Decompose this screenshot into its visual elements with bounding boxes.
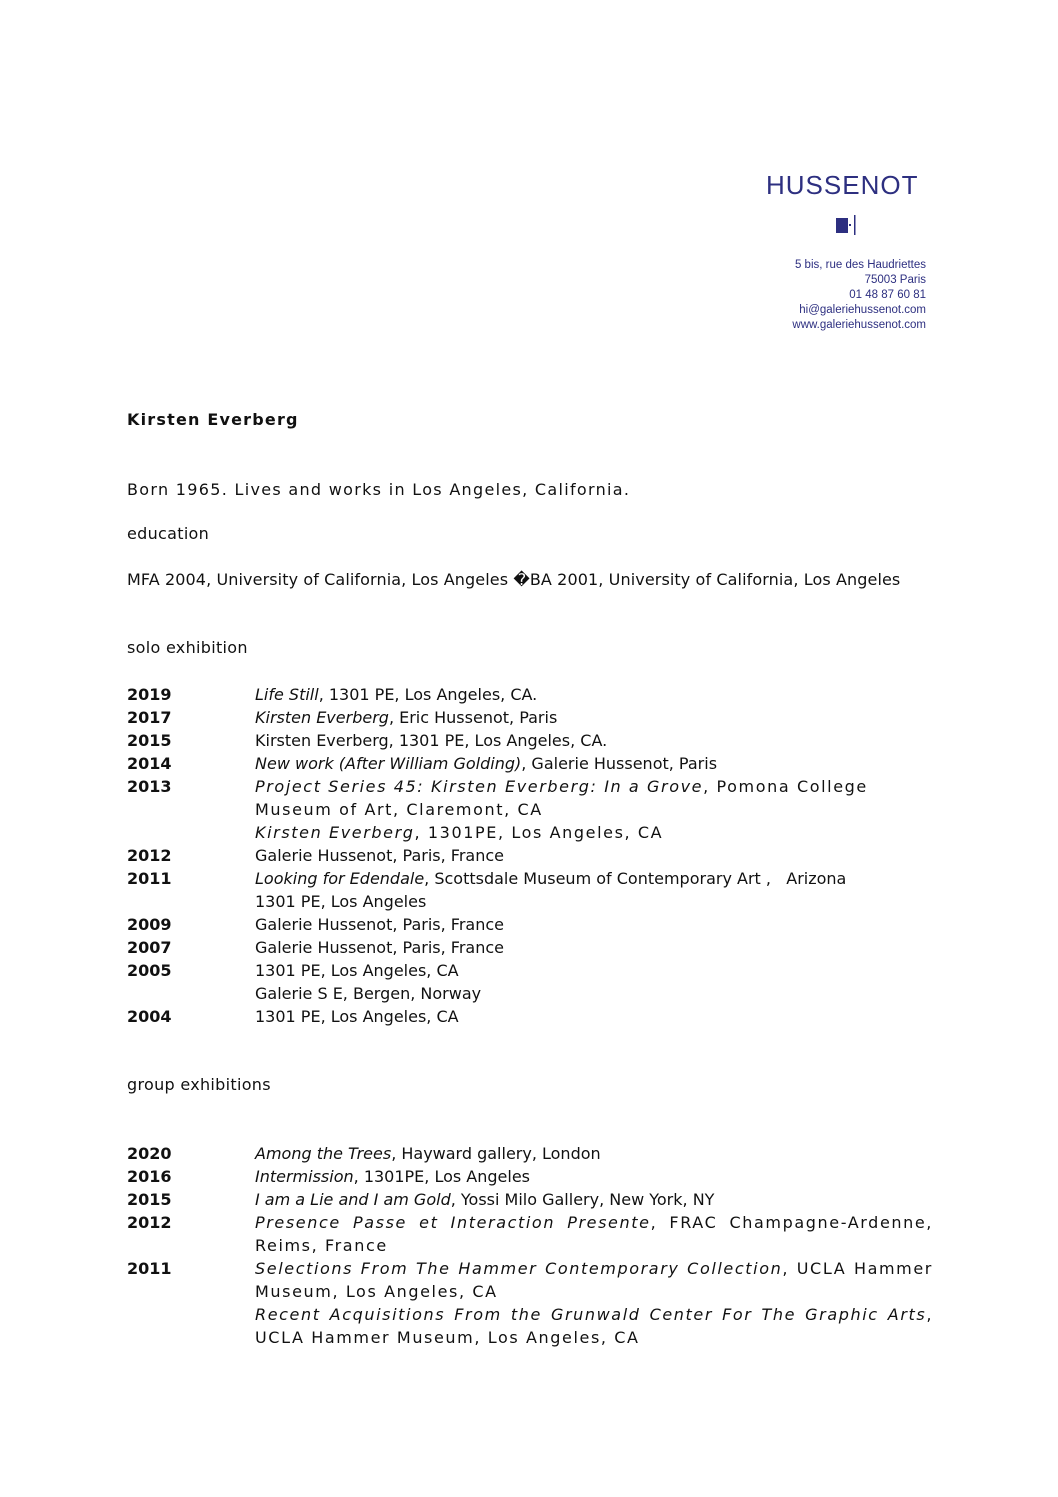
- exhibition-venue: Kirsten Everberg, 1301 PE, Los Angeles, CA.: [255, 731, 608, 750]
- exhibition-year: 2017: [127, 708, 172, 727]
- exhibition-venue: , Yossi Milo Gallery, New York, NY: [450, 1190, 715, 1209]
- exhibition-row: [127, 1005, 933, 1028]
- exhibition-title: Selections From The Hammer Contemporary Collection: [255, 1259, 783, 1278]
- exhibition-title: Looking for Edendale: [255, 869, 425, 888]
- exhibition-venue: , Scottsdale Museum of Contemporary Art , Arizona: [424, 869, 847, 888]
- exhibition-venue: Galerie Hussenot, Paris, France: [255, 846, 504, 865]
- exhibition-row: [127, 1303, 933, 1349]
- exhibition-row: [127, 867, 933, 890]
- exhibition-year: 2015: [127, 731, 172, 750]
- exhibition-row: [127, 1211, 933, 1257]
- exhibition-title: Recent Acquisitions From the Grunwald Center For The Graphic Arts: [255, 1305, 927, 1324]
- exhibition-row: [127, 844, 933, 867]
- exhibition-venue: , 1301PE, Los Angeles: [353, 1167, 531, 1186]
- email-link[interactable]: hi@galeriehussenot.com: [799, 304, 926, 316]
- exhibition-venue: 1301 PE, Los Angeles, CA: [255, 961, 459, 980]
- website-link[interactable]: www.galeriehussenot.com: [792, 319, 926, 331]
- exhibition-year: 2005: [127, 961, 172, 980]
- education-heading: education: [127, 524, 210, 543]
- exhibition-venue: , Pomona College Museum of Art, Claremont, CA: [255, 777, 868, 819]
- exhibition-row: [127, 913, 933, 936]
- exhibition-year: 2012: [127, 1213, 172, 1232]
- exhibition-row: [127, 821, 933, 844]
- exhibition-venue: 1301 PE, Los Angeles, CA: [255, 1007, 459, 1026]
- exhibition-year: 2020: [127, 1144, 172, 1163]
- exhibition-row: [127, 936, 933, 959]
- exhibition-year: 2007: [127, 938, 172, 957]
- exhibition-venue: Galerie S E, Bergen, Norway: [255, 984, 482, 1003]
- exhibition-year: 2013: [127, 777, 172, 796]
- exhibition-venue: 1301 PE, Los Angeles: [255, 892, 427, 911]
- exhibition-row: [127, 706, 933, 729]
- exhibition-year: 2016: [127, 1167, 172, 1186]
- phone-number: 01 48 87 60 81: [849, 289, 926, 301]
- exhibition-title: Intermission: [255, 1167, 354, 1186]
- exhibition-title: Kirsten Everberg: [255, 708, 389, 727]
- exhibition-row: [127, 890, 933, 913]
- exhibition-year: [127, 821, 255, 844]
- exhibition-title: New work (After William Golding): [255, 754, 522, 773]
- gallery-logo-mark-icon: [836, 215, 858, 235]
- gallery-address: [792, 258, 926, 333]
- exhibition-venue: , FRAC Champagne-Ardenne, Reims, France: [255, 1213, 933, 1255]
- exhibition-row: [127, 729, 933, 752]
- exhibition-venue: , UCLA Hammer Museum, Los Angeles, CA: [255, 1305, 933, 1347]
- exhibition-title: Life Still: [255, 685, 319, 704]
- exhibition-year: 2009: [127, 915, 172, 934]
- group-exhibitions-heading: group exhibitions: [127, 1075, 271, 1094]
- address-line: 5 bis, rue des Haudriettes: [794, 259, 926, 271]
- exhibition-venue: , 1301PE, Los Angeles, CA: [414, 823, 664, 842]
- exhibition-venue: Galerie Hussenot, Paris, France: [255, 915, 504, 934]
- exhibition-year: [127, 982, 255, 1005]
- exhibition-year: 2014: [127, 754, 172, 773]
- exhibition-row: [127, 775, 933, 821]
- exhibition-venue: , Galerie Hussenot, Paris: [521, 754, 718, 773]
- exhibition-row: [127, 1188, 933, 1211]
- gallery-logo: HUSSENOT: [766, 170, 919, 200]
- exhibition-venue: Galerie Hussenot, Paris, France: [255, 938, 504, 957]
- solo-exhibition-list: [127, 683, 933, 1028]
- exhibition-title: Presence Passe et Interaction Presente: [255, 1213, 651, 1232]
- exhibition-year: 2011: [127, 1259, 172, 1278]
- education-entry: MFA 2004, University of California, Los Angeles �BA 2001, University of California, Los Angeles: [127, 570, 901, 589]
- exhibition-year: 2011: [127, 869, 172, 888]
- exhibition-venue: , UCLA Hammer Museum, Los Angeles, CA: [255, 1259, 933, 1301]
- exhibition-year: [127, 1303, 255, 1349]
- exhibition-title: Kirsten Everberg: [255, 823, 415, 842]
- exhibition-year: 2004: [127, 1007, 172, 1026]
- artist-name: Kirsten Everberg: [127, 410, 299, 429]
- exhibition-row: [127, 683, 933, 706]
- exhibition-year: 2015: [127, 1190, 172, 1209]
- exhibition-row: [127, 1142, 933, 1165]
- exhibition-year: 2012: [127, 846, 172, 865]
- solo-exhibition-heading: solo exhibition: [127, 638, 248, 657]
- exhibition-row: [127, 1257, 933, 1303]
- exhibition-title: Project Series 45: Kirsten Everberg: In a Grove: [255, 777, 704, 796]
- exhibition-title: Among the Trees: [255, 1144, 392, 1163]
- exhibition-row: [127, 959, 933, 982]
- exhibition-venue: , Eric Hussenot, Paris: [388, 708, 558, 727]
- exhibition-year: [127, 890, 255, 913]
- exhibition-venue: , 1301 PE, Los Angeles, CA.: [318, 685, 538, 704]
- exhibition-year: 2019: [127, 685, 172, 704]
- group-exhibition-list: [127, 1142, 933, 1349]
- artist-bio: Born 1965. Lives and works in Los Angeles, California.: [127, 480, 631, 499]
- exhibition-row: [127, 982, 933, 1005]
- exhibition-venue: , Hayward gallery, London: [391, 1144, 601, 1163]
- exhibition-row: [127, 1165, 933, 1188]
- exhibition-row: [127, 752, 933, 775]
- exhibition-title: I am a Lie and I am Gold: [255, 1190, 451, 1209]
- address-line: 75003 Paris: [864, 274, 926, 286]
